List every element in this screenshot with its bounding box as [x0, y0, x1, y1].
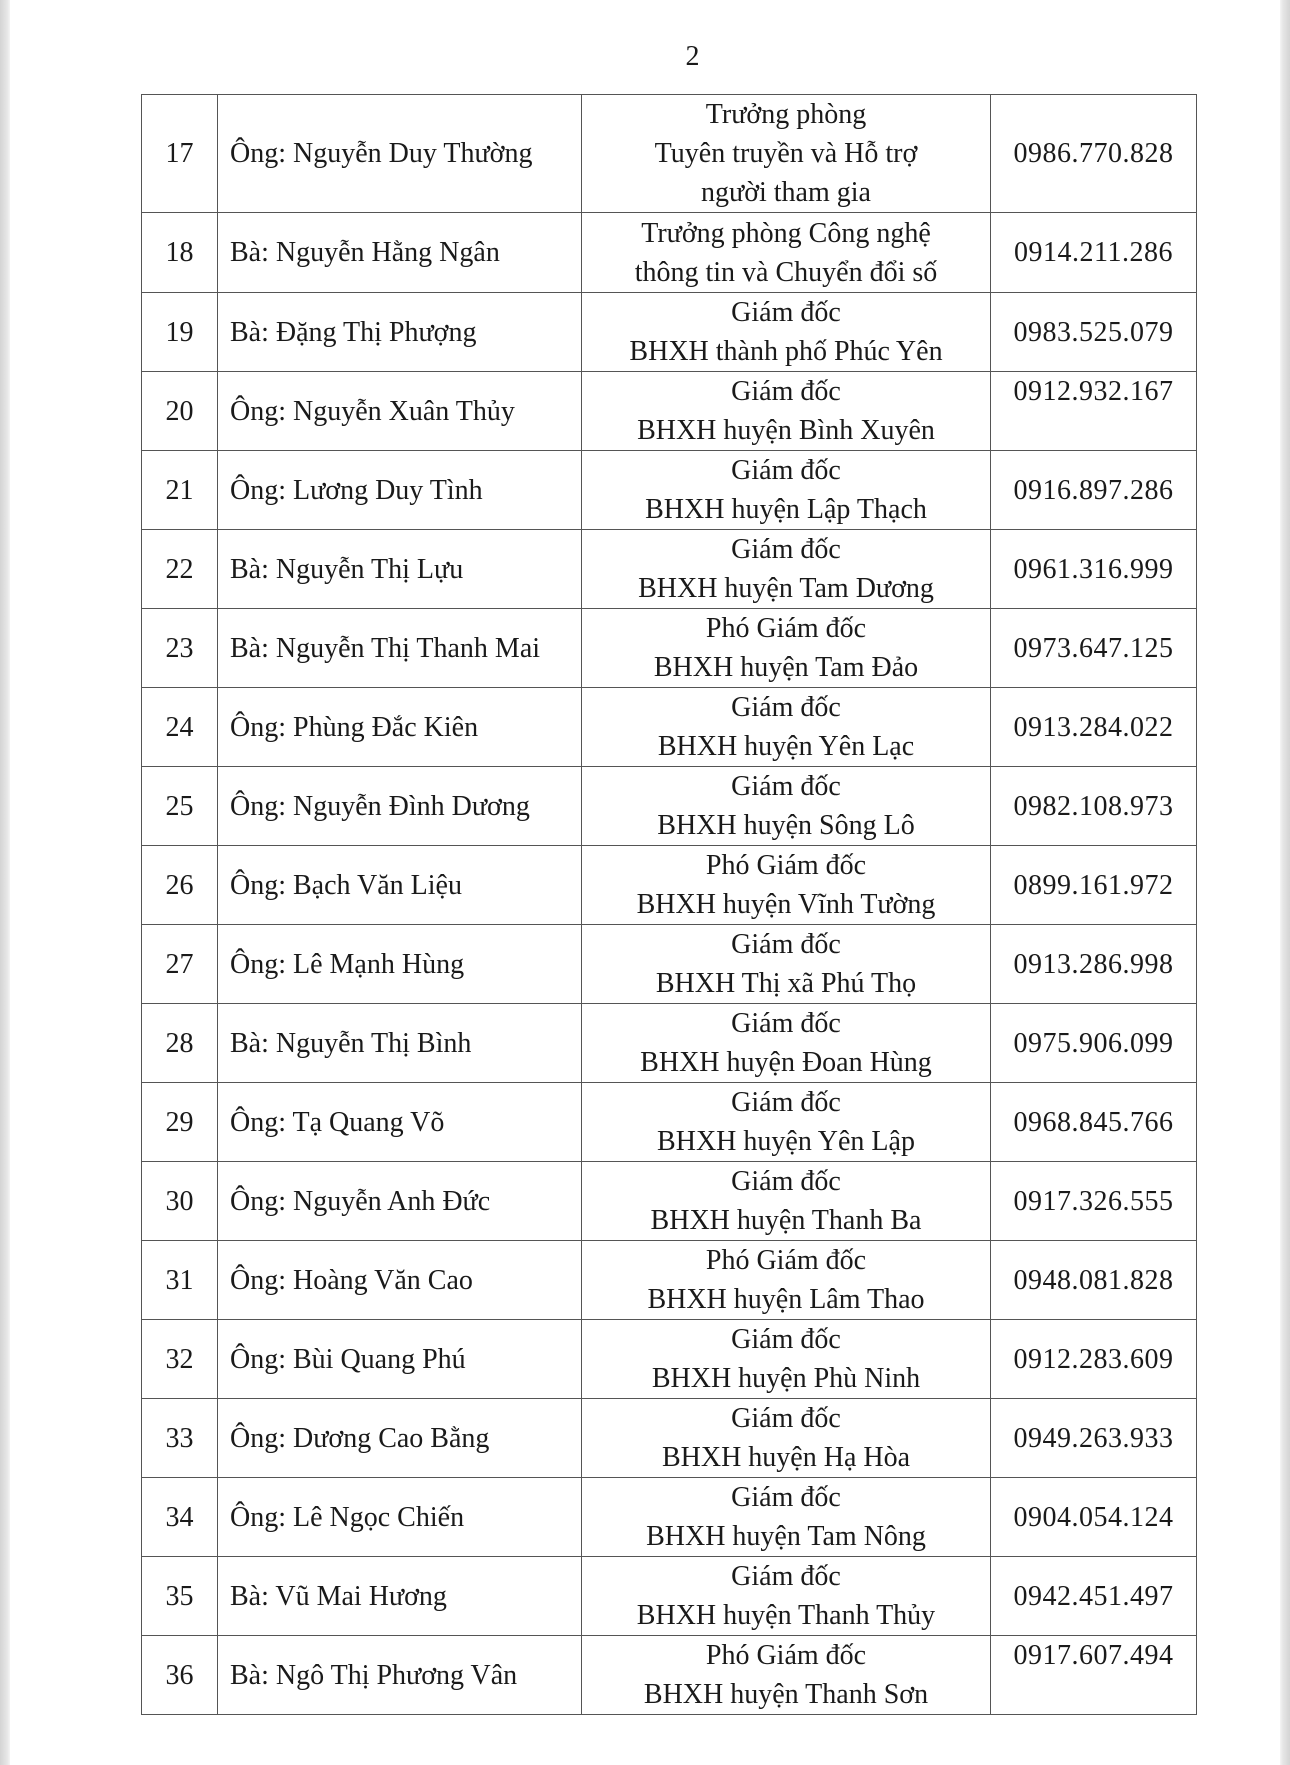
table-row: [142, 1241, 1197, 1320]
row-number: 33: [142, 1399, 218, 1478]
position-title: [582, 213, 991, 293]
position-title: [582, 1241, 991, 1320]
table-row: [142, 1478, 1197, 1557]
person-name: Bà: Nguyễn Hằng Ngân: [218, 213, 582, 293]
page-edge-right: [1280, 0, 1290, 1765]
position-line: Giám đốc: [731, 1087, 841, 1118]
position-line: BHXH huyện Thanh Sơn: [643, 1679, 929, 1710]
row-number: 26: [142, 846, 218, 925]
position-line: Giám đốc: [731, 1403, 841, 1434]
person-name: Ông: Lê Ngọc Chiến: [218, 1478, 582, 1557]
position-line: BHXH huyện Thanh Ba: [650, 1205, 922, 1236]
position-title: [582, 846, 991, 925]
position-title: [582, 1636, 991, 1715]
row-number: 21: [142, 451, 218, 530]
table-row: [142, 1399, 1197, 1478]
position-title: [582, 530, 991, 609]
phone-number: 0948.081.828: [991, 1241, 1197, 1320]
person-name: Bà: Vũ Mai Hương: [218, 1557, 582, 1636]
position-title: [582, 451, 991, 530]
row-number: 35: [142, 1557, 218, 1636]
position-title: [582, 293, 991, 372]
position-line: Giám đốc: [731, 297, 841, 328]
phone-number: 0917.607.494: [991, 1636, 1197, 1715]
position-line: Giám đốc: [731, 455, 841, 486]
position-line: Phó Giám đốc: [705, 1640, 867, 1671]
table-row: [142, 1557, 1197, 1636]
table-row: [142, 609, 1197, 688]
person-name: Bà: Nguyễn Thị Bình: [218, 1004, 582, 1083]
table-row: [142, 767, 1197, 846]
table-row: [142, 1636, 1197, 1715]
position-line: Giám đốc: [731, 1324, 841, 1355]
phone-number: 0982.108.973: [991, 767, 1197, 846]
person-name: Bà: Nguyễn Thị Thanh Mai: [218, 609, 582, 688]
phone-number: 0914.211.286: [991, 213, 1197, 293]
row-number: 17: [142, 95, 218, 213]
position-line: Giám đốc: [731, 1561, 841, 1592]
position-line: Trưởng phòng: [705, 99, 867, 130]
person-name: Ông: Dương Cao Bằng: [218, 1399, 582, 1478]
position-line: người tham gia: [701, 177, 871, 208]
page-edge-left: [0, 0, 10, 1765]
person-name: Ông: Nguyễn Anh Đức: [218, 1162, 582, 1241]
position-line: BHXH huyện Yên Lập: [657, 1126, 915, 1157]
phone-number: 0961.316.999: [991, 530, 1197, 609]
position-line: BHXH huyện Hạ Hòa: [661, 1442, 911, 1473]
row-number: 36: [142, 1636, 218, 1715]
phone-number: 0899.161.972: [991, 846, 1197, 925]
person-name: Ông: Lê Mạnh Hùng: [218, 925, 582, 1004]
position-line: BHXH huyện Thanh Thủy: [636, 1600, 936, 1631]
position-line: Tuyên truyền và Hỗ trợ: [654, 138, 918, 169]
phone-number: 0913.284.022: [991, 688, 1197, 767]
position-line: BHXH huyện Tam Dương: [638, 573, 934, 604]
table-row: [142, 213, 1197, 293]
phone-number: 0983.525.079: [991, 293, 1197, 372]
row-number: 28: [142, 1004, 218, 1083]
row-number: 23: [142, 609, 218, 688]
table-row: [142, 1162, 1197, 1241]
position-title: [582, 372, 991, 451]
table-row: [142, 688, 1197, 767]
person-name: Ông: Phùng Đắc Kiên: [218, 688, 582, 767]
position-line: BHXH thành phố Phúc Yên: [629, 336, 943, 367]
position-line: Giám đốc: [731, 1008, 841, 1039]
phone-number: 0912.283.609: [991, 1320, 1197, 1399]
row-number: 22: [142, 530, 218, 609]
position-line: Phó Giám đốc: [705, 613, 867, 644]
position-title: [582, 1557, 991, 1636]
phone-number: 0913.286.998: [991, 925, 1197, 1004]
table-row: [142, 530, 1197, 609]
position-line: BHXH huyện Lập Thạch: [645, 494, 927, 525]
position-title: [582, 1083, 991, 1162]
row-number: 32: [142, 1320, 218, 1399]
row-number: 24: [142, 688, 218, 767]
position-title: [582, 688, 991, 767]
table-row: [142, 293, 1197, 372]
position-line: Trưởng phòng Công nghệ: [641, 217, 931, 249]
position-line: BHXH huyện Tam Nông: [646, 1521, 926, 1552]
table-row: [142, 95, 1197, 213]
person-name: Ông: Nguyễn Duy Thường: [218, 95, 582, 213]
position-line: BHXH Thị xã Phú Thọ: [655, 968, 917, 999]
row-number: 31: [142, 1241, 218, 1320]
person-name: Bà: Đặng Thị Phượng: [218, 293, 582, 372]
phone-number: 0968.845.766: [991, 1083, 1197, 1162]
row-number: 18: [142, 213, 218, 293]
phone-number: 0975.906.099: [991, 1004, 1197, 1083]
position-title: [582, 1004, 991, 1083]
phone-number: 0904.054.124: [991, 1478, 1197, 1557]
phone-number: 0916.897.286: [991, 451, 1197, 530]
person-name: Bà: Nguyễn Thị Lựu: [218, 530, 582, 609]
person-name: Ông: Lương Duy Tình: [218, 451, 582, 530]
position-title: [582, 767, 991, 846]
table-row: [142, 1083, 1197, 1162]
phone-number: 0912.932.167: [991, 372, 1197, 451]
contact-table: [141, 94, 1197, 1715]
row-number: 20: [142, 372, 218, 451]
position-line: Giám đốc: [731, 1482, 841, 1513]
page-number: 2: [685, 41, 700, 72]
position-line: BHXH huyện Lâm Thao: [647, 1284, 925, 1315]
row-number: 19: [142, 293, 218, 372]
position-line: thông tin và Chuyển đổi số: [634, 256, 938, 288]
position-line: BHXH huyện Sông Lô: [657, 810, 915, 841]
position-title: [582, 925, 991, 1004]
position-line: Giám đốc: [731, 929, 841, 960]
person-name: Ông: Tạ Quang Võ: [218, 1083, 582, 1162]
phone-number: 0986.770.828: [991, 95, 1197, 213]
position-line: Giám đốc: [731, 376, 841, 407]
position-title: [582, 1478, 991, 1557]
position-title: [582, 1320, 991, 1399]
table-row: [142, 372, 1197, 451]
position-line: BHXH huyện Yên Lạc: [657, 731, 915, 762]
position-title: [582, 95, 991, 213]
position-line: BHXH huyện Bình Xuyên: [637, 415, 935, 446]
position-line: Phó Giám đốc: [705, 1245, 867, 1276]
position-line: Giám đốc: [731, 534, 841, 565]
table-row: [142, 925, 1197, 1004]
position-line: Giám đốc: [731, 771, 841, 802]
position-title: [582, 1399, 991, 1478]
row-number: 30: [142, 1162, 218, 1241]
person-name: Ông: Bùi Quang Phú: [218, 1320, 582, 1399]
position-line: BHXH huyện Vĩnh Tường: [636, 889, 936, 920]
person-name: Ông: Bạch Văn Liệu: [218, 846, 582, 925]
table-row: [142, 1004, 1197, 1083]
phone-number: 0973.647.125: [991, 609, 1197, 688]
person-name: Ông: Nguyễn Đình Dương: [218, 767, 582, 846]
table-row: [142, 846, 1197, 925]
position-line: Giám đốc: [731, 692, 841, 723]
phone-number: 0917.326.555: [991, 1162, 1197, 1241]
person-name: Ông: Hoàng Văn Cao: [218, 1241, 582, 1320]
table-row: [142, 451, 1197, 530]
person-name: Bà: Ngô Thị Phương Vân: [218, 1636, 582, 1715]
row-number: 29: [142, 1083, 218, 1162]
position-line: Giám đốc: [731, 1166, 841, 1197]
position-line: Phó Giám đốc: [705, 850, 867, 881]
row-number: 25: [142, 767, 218, 846]
phone-number: 0949.263.933: [991, 1399, 1197, 1478]
row-number: 34: [142, 1478, 218, 1557]
position-title: [582, 609, 991, 688]
position-line: BHXH huyện Đoan Hùng: [640, 1047, 932, 1078]
row-number: 27: [142, 925, 218, 1004]
position-line: BHXH huyện Phù Ninh: [651, 1363, 921, 1394]
position-title: [582, 1162, 991, 1241]
person-name: Ông: Nguyễn Xuân Thủy: [218, 372, 582, 451]
position-line: BHXH huyện Tam Đảo: [653, 652, 919, 683]
phone-number: 0942.451.497: [991, 1557, 1197, 1636]
table-row: [142, 1320, 1197, 1399]
